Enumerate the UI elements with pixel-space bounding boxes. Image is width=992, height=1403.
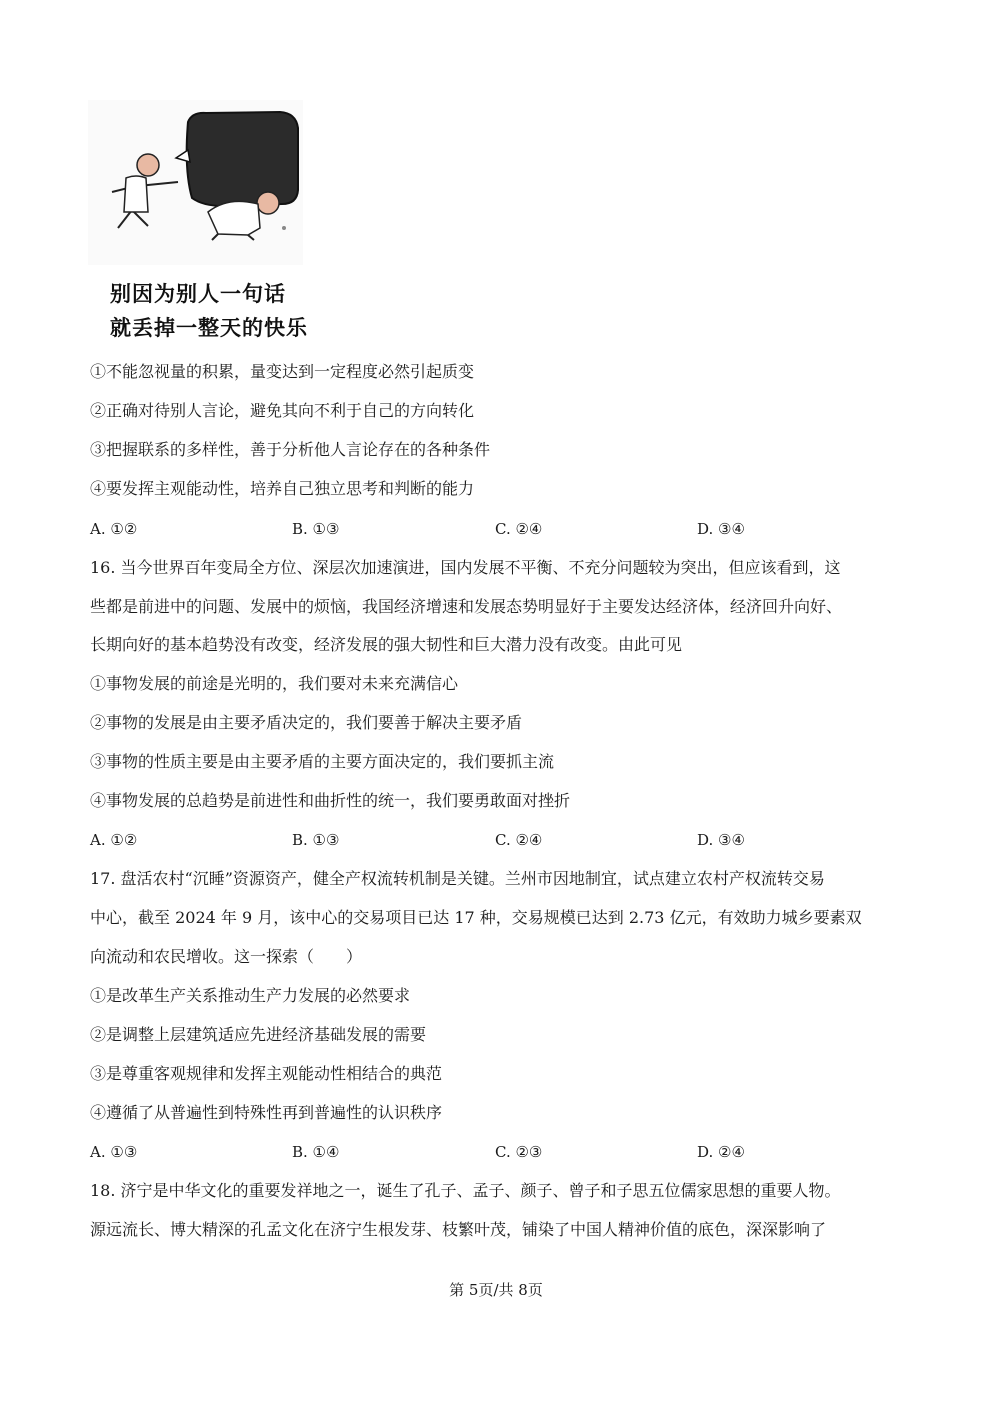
q15-item-2: ②正确对待别人言论，避免其向不利于自己的方向转化: [90, 401, 475, 420]
q16-stem-line1: 16. 当今世界百年变局全方位、深层次加速演进，国内发展不平衡、不充分问题较为突出，但应该看到，这: [90, 558, 841, 577]
q15-item-1: ①不能忽视量的积累，量变达到一定程度必然引起质变: [90, 362, 475, 381]
q17-option-a[interactable]: A. ①③: [90, 1143, 138, 1161]
q15-item-3: ③把握联系的多样性，善于分析他人言论存在的各种条件: [90, 440, 491, 459]
q15-option-d[interactable]: D. ③④: [697, 520, 745, 538]
q17-stem-line1: 17. 盘活农村“沉睡”资源资产，健全产权流转机制是关键。兰州市因地制宜，试点建立农村产权流转交易: [90, 869, 825, 888]
q16-item-2: ②事物的发展是由主要矛盾决定的，我们要善于解决主要矛盾: [90, 713, 523, 732]
q15-option-b[interactable]: B. ①③: [292, 520, 340, 538]
q15-options: [90, 518, 910, 540]
q16-option-b[interactable]: B. ①③: [292, 831, 340, 849]
q17-item-4: ④遵循了从普遍性到特殊性再到普遍性的认识秩序: [90, 1103, 443, 1122]
q16-option-d[interactable]: D. ③④: [697, 831, 745, 849]
q16-item-3: ③事物的性质主要是由主要矛盾的主要方面决定的，我们要抓主流: [90, 752, 555, 771]
q17-stem-line3: 向流动和农民增收。这一探索（ ）: [90, 947, 363, 966]
q17-option-d[interactable]: D. ②④: [697, 1143, 745, 1161]
q16-option-c[interactable]: C. ②④: [495, 831, 543, 849]
cartoon-caption-line1: 别因为别人一句话: [110, 282, 286, 306]
q17-item-3: ③是尊重客观规律和发挥主观能动性相结合的典范: [90, 1064, 443, 1083]
q16-item-1: ①事物发展的前途是光明的，我们要对未来充满信心: [90, 674, 459, 693]
page-footer: 第 5页/共 8页: [449, 1281, 543, 1299]
q17-option-b[interactable]: B. ①④: [292, 1143, 340, 1161]
q18-stem-line1: 18. 济宁是中华文化的重要发祥地之一，诞生了孔子、孟子、颜子、曾子和子思五位儒家思想的重要人物。: [90, 1181, 841, 1200]
q16-item-4: ④事物发展的总趋势是前进性和曲折性的统一，我们要勇敢面对挫折: [90, 791, 571, 810]
q18-stem-line2: 源远流长、博大精深的孔孟文化在济宁生根发芽、枝繁叶茂，铺染了中国人精神价值的底色，深深影响了: [90, 1220, 827, 1239]
q15-option-a[interactable]: A. ①②: [90, 520, 138, 538]
q16-option-a[interactable]: A. ①②: [90, 831, 138, 849]
q15-item-4: ④要发挥主观能动性，培养自己独立思考和判断的能力: [90, 479, 475, 498]
q16-stem-line2: 些都是前进中的问题、发展中的烦恼，我国经济增速和发展态势明显好于主要发达经济体，经济回升向好、: [90, 597, 843, 616]
q16-stem-line3: 长期向好的基本趋势没有改变，经济发展的强大韧性和巨大潜力没有改变。由此可见: [90, 635, 683, 654]
q17-item-1: ①是改革生产关系推动生产力发展的必然要求: [90, 986, 411, 1005]
q17-options: [90, 1141, 910, 1163]
q17-item-2: ②是调整上层建筑适应先进经济基础发展的需要: [90, 1025, 427, 1044]
q15-option-c[interactable]: C. ②④: [495, 520, 543, 538]
cartoon-caption-line2: 就丢掉一整天的快乐: [110, 316, 308, 340]
cartoon-illustration: [88, 100, 308, 345]
q16-options: [90, 829, 910, 851]
q17-stem-line2: 中心，截至 2024 年 9 月，该中心的交易项目已达 17 种，交易规模已达到 2.73 亿元，有效助力城乡要素双: [90, 908, 862, 927]
q17-option-c[interactable]: C. ②③: [495, 1143, 543, 1161]
cartoon-drawing: [88, 100, 303, 265]
